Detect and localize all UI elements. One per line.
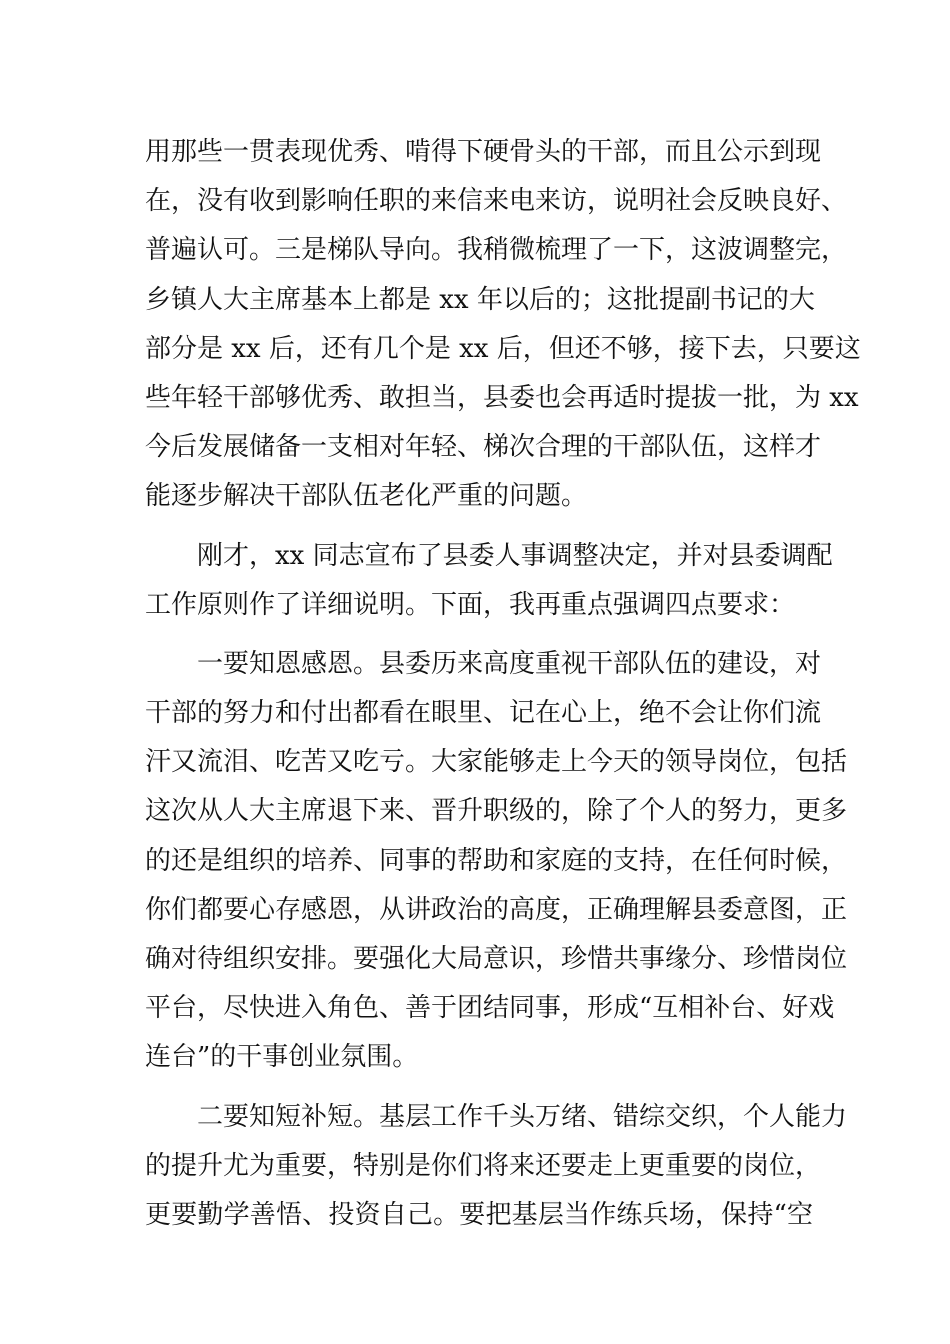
paragraph-gap bbox=[145, 522, 813, 532]
text-line: 工作原则作了详细说明。下面，我再重点强调四点要求： bbox=[145, 589, 796, 620]
text-line: 你们都要心存感恩，从讲政治的高度，正确理解县委意图，正 bbox=[145, 894, 848, 925]
text-line: 乡镇人大主席基本上都是 xx 年以后的；这批提副书记的大 bbox=[145, 284, 815, 315]
text-line: 在，没有收到影响任职的来信来电来访，说明社会反映良好、 bbox=[145, 186, 848, 217]
text-line: 部分是 xx 后，还有几个是 xx 后，但还不够，接下去，只要这 bbox=[145, 333, 861, 364]
text-line: 普遍认可。三是梯队导向。我稍微梳理了一下，这波调整完， bbox=[145, 235, 848, 266]
text-line: 这次从人大主席退下来、晋升职级的，除了个人的努力，更多 bbox=[145, 796, 848, 827]
text-line: 连台”的干事创业氛围。 bbox=[145, 1042, 419, 1073]
paragraph bbox=[145, 532, 833, 630]
text-line: 一要知恩感恩。县委历来高度重视干部队伍的建设，对 bbox=[197, 648, 822, 679]
paragraph bbox=[145, 640, 848, 1083]
text-line: 今后发展储备一支相对年轻、梯次合理的干部队伍，这样才 bbox=[145, 432, 822, 463]
paragraph bbox=[145, 1093, 848, 1241]
paragraph-gap bbox=[145, 1083, 813, 1093]
document-body bbox=[145, 128, 861, 1240]
text-line: 确对待组织安排。要强化大局意识，珍惜共事缘分、珍惜岗位 bbox=[145, 944, 848, 974]
text-line: 能逐步解决干部队伍老化严重的问题。 bbox=[145, 481, 588, 512]
text-line: 平台，尽快进入角色、善于团结同事，形成“互相补台、好戏 bbox=[145, 993, 835, 1024]
text-line: 汗又流泪、吃苦又吃亏。大家能够走上今天的领导岗位，包括 bbox=[145, 747, 848, 778]
text-line: 二要知短补短。基层工作千头万绪、错综交织，个人能力 bbox=[197, 1101, 848, 1132]
text-line: 更要勤学善悟、投资自己。要把基层当作练兵场，保持“空 bbox=[145, 1199, 813, 1230]
text-line: 用那些一贯表现优秀、啃得下硬骨头的干部，而且公示到现 bbox=[145, 137, 822, 167]
text-line: 刚才，xx 同志宣布了县委人事调整决定，并对县委调配 bbox=[197, 540, 833, 571]
text-line: 些年轻干部够优秀、敢担当，县委也会再适时提拔一批，为 xx bbox=[145, 382, 859, 413]
paragraph-gap bbox=[145, 630, 813, 640]
text-line: 的还是组织的培养、同事的帮助和家庭的支持，在任何时候， bbox=[145, 845, 848, 876]
paragraph bbox=[145, 128, 861, 522]
text-line: 的提升尤为重要，特别是你们将来还要走上更重要的岗位， bbox=[145, 1150, 822, 1181]
text-line: 干部的努力和付出都看在眼里、记在心上，绝不会让你们流 bbox=[145, 698, 822, 729]
